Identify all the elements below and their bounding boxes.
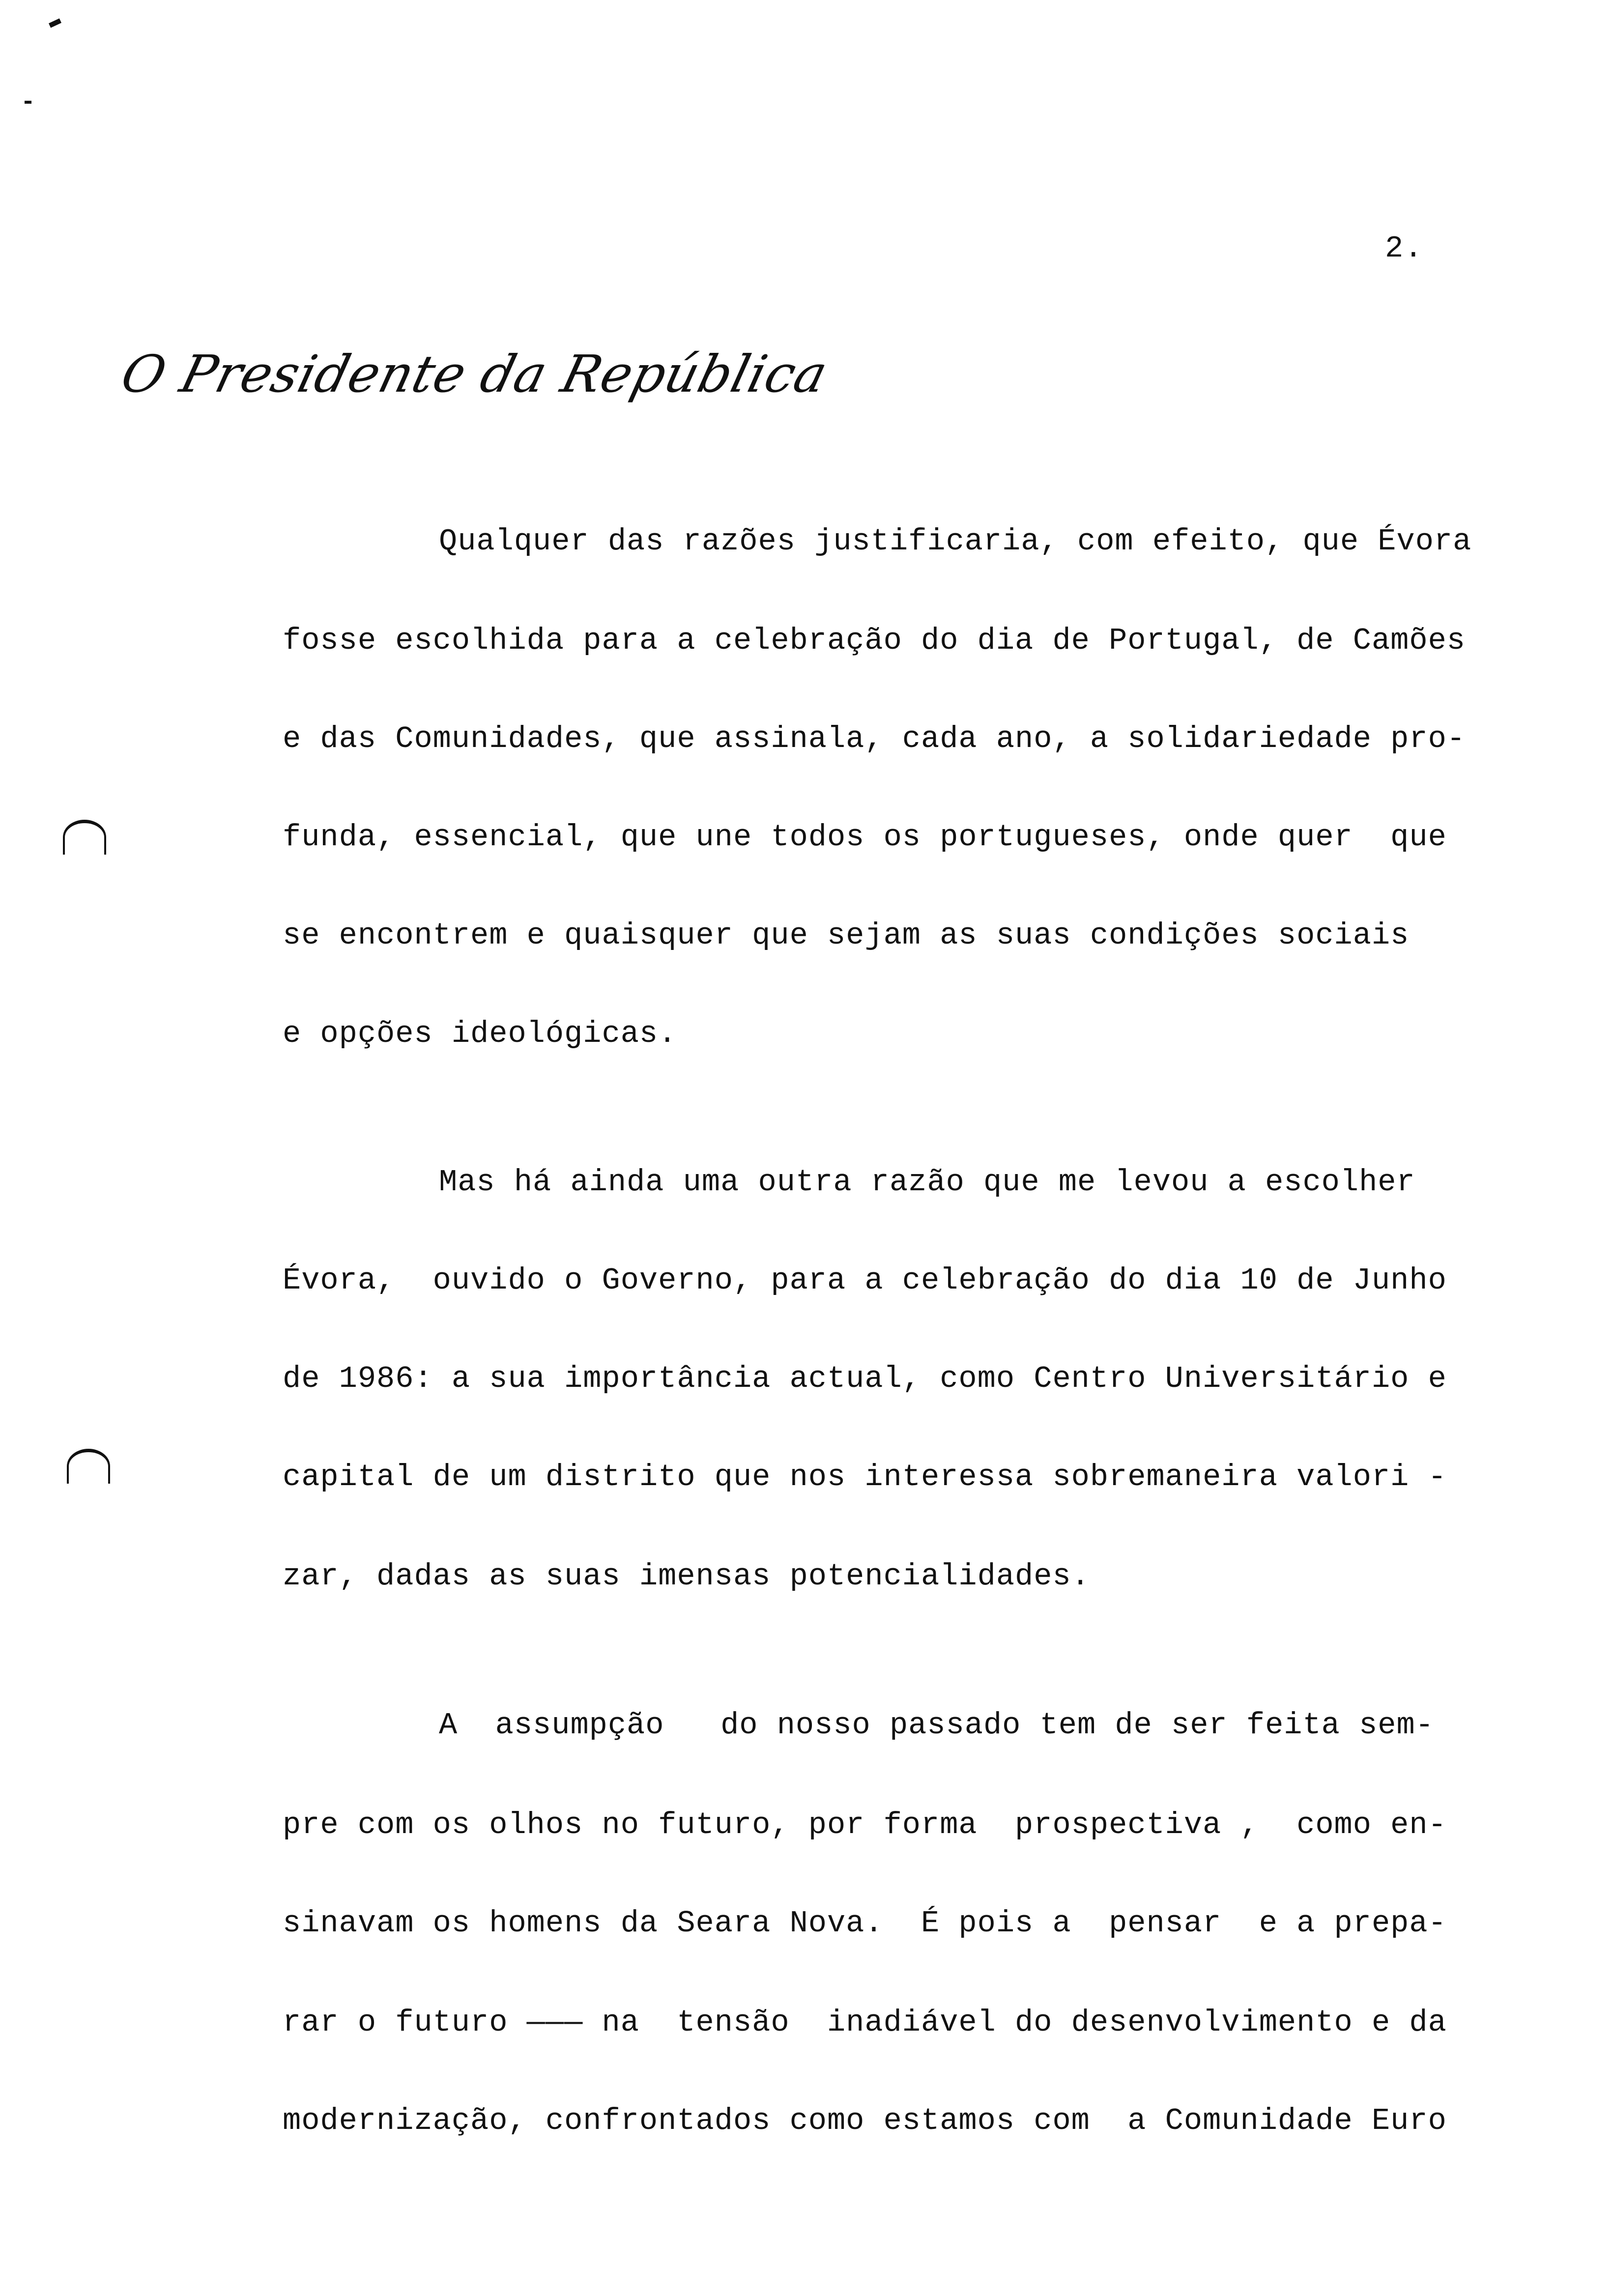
text-line: Mas há ainda uma outra razão que me levou a escolher (439, 1165, 1415, 1200)
text-line: de 1986: a sua importância actual, como Centro Universitário e (283, 1361, 1447, 1396)
text-line: A assumpção do nosso passado tem de ser feita sem- (439, 1708, 1434, 1743)
scan-speck (49, 18, 61, 28)
text-line: e das Comunidades, que assinala, cada ano, a solidariedade pro- (283, 721, 1466, 756)
text-line: funda, essencial, que une todos os portugueses, onde quer que (283, 820, 1447, 855)
text-line: pre com os olhos no futuro, por forma prospectiva , como en- (283, 1808, 1447, 1842)
text-line: Évora, ouvido o Governo, para a celebração do dia 10 de Junho (283, 1263, 1447, 1298)
punch-hole-bottom (67, 1449, 110, 1484)
text-line: zar, dadas as suas imensas potencialidades. (283, 1559, 1090, 1594)
page-number: 2. (1385, 231, 1424, 266)
letterhead: O Presidente da República (115, 344, 834, 404)
scan-speck (25, 101, 31, 104)
text-line: fosse escolhida para a celebração do dia de Portugal, de Camões (283, 623, 1466, 658)
text-line: capital de um distrito que nos interessa sobremaneira valori - (283, 1460, 1447, 1494)
text-line: rar o futuro ——— na tensão inadiável do desenvolvimento e da (283, 2005, 1447, 2040)
text-line: se encontrem e quaisquer que sejam as suas condições sociais (283, 918, 1410, 953)
text-line: sinavam os homens da Seara Nova. É pois a pensar e a prepa- (283, 1906, 1447, 1941)
punch-hole-top (63, 820, 106, 855)
text-line: Qualquer das razões justificaria, com efeito, que Évora (439, 524, 1472, 559)
text-line: modernização, confrontados como estamos com a Comunidade Euro (283, 2103, 1447, 2138)
text-line: e opções ideológicas. (283, 1016, 677, 1051)
